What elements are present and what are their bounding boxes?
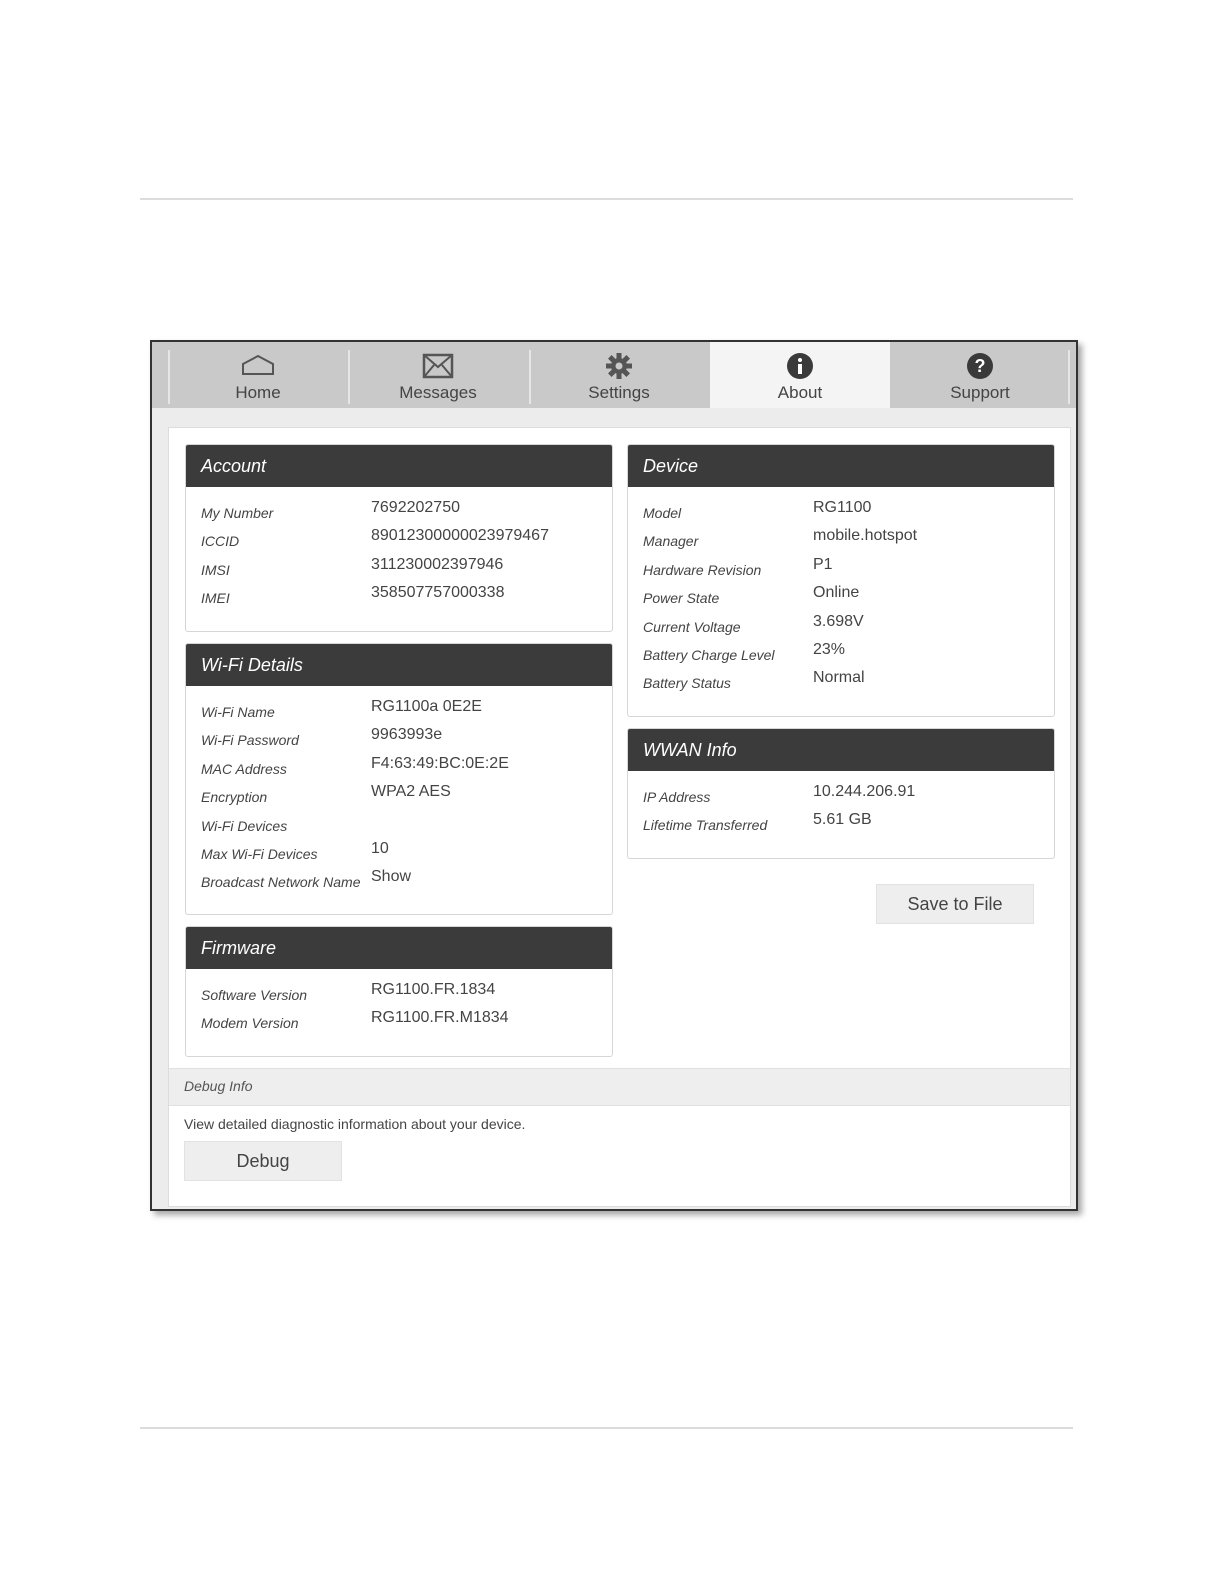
row-value: 10: [371, 839, 389, 857]
row-label: Battery Charge Level: [643, 646, 775, 663]
row-label: Modem Version: [201, 1015, 299, 1032]
row-value: 358507757000338: [371, 584, 505, 602]
device-header: Device: [628, 445, 1054, 487]
wwan-info-panel: [627, 728, 1055, 859]
info-row: [186, 783, 612, 811]
info-row: [628, 499, 1054, 527]
wwan-info-header: WWAN Info: [628, 729, 1054, 771]
row-value: 23%: [813, 640, 846, 658]
gear-icon: [602, 352, 636, 380]
info-row: [186, 755, 612, 783]
info-row: [186, 499, 612, 527]
account-panel: [185, 444, 613, 632]
device-ui-window: [150, 340, 1078, 1211]
save-to-file-button[interactable]: Save to File: [876, 884, 1034, 924]
tab-bar: [152, 342, 1076, 408]
envelope-icon: [421, 352, 455, 380]
row-label: Max Wi-Fi Devices: [201, 845, 318, 862]
row-label: Wi-Fi Devices: [201, 817, 288, 834]
row-value: 10.244.206.91: [813, 783, 916, 800]
tab-about[interactable]: [710, 342, 890, 408]
row-label: IP Address: [643, 789, 711, 805]
info-row: [186, 840, 612, 868]
info-row: [186, 556, 612, 584]
info-row: [186, 698, 612, 726]
info-row: [628, 527, 1054, 555]
info-row: [186, 981, 612, 1009]
row-value: mobile.hotspot: [813, 527, 918, 545]
info-row: [628, 811, 1054, 839]
row-label: Model: [643, 505, 682, 521]
wifi-details-panel: [185, 643, 613, 915]
row-label: MAC Address: [201, 760, 287, 777]
info-row: [628, 641, 1054, 669]
tab-label: Home: [235, 383, 281, 402]
row-label: Software Version: [201, 987, 308, 1003]
row-value: P1: [813, 555, 833, 573]
row-label: IMSI: [201, 561, 230, 578]
tab-label: Support: [950, 383, 1010, 402]
info-row: [628, 556, 1054, 584]
tab-settings[interactable]: [529, 342, 709, 408]
row-value: 311230002397946: [371, 555, 504, 573]
row-value: F4:63:49:BC:0E:2E: [371, 754, 509, 772]
wifi-details-header: Wi-Fi Details: [186, 644, 612, 686]
row-label: Broadcast Network Name: [201, 874, 361, 891]
row-label: ICCID: [201, 533, 240, 550]
row-value: 5.61 GB: [813, 811, 872, 829]
row-value: Show: [371, 868, 412, 886]
row-label: Power State: [643, 590, 720, 607]
device-panel: [627, 444, 1055, 717]
row-value: Normal: [813, 669, 865, 687]
tab-label: About: [777, 383, 823, 402]
row-value: 3.698V: [813, 612, 864, 630]
bottom-divider: [140, 1427, 1073, 1429]
about-content: [168, 427, 1071, 1207]
row-value: 9963993e: [371, 726, 443, 744]
info-row: [628, 584, 1054, 612]
row-value: 89012300000023979467: [371, 527, 549, 545]
row-value: RG1100.FR.1834: [371, 981, 496, 998]
row-value: Online: [813, 584, 860, 602]
row-label: Wi-Fi Password: [201, 732, 299, 749]
row-value: RG1100.FR.M1834: [371, 1009, 509, 1027]
row-label: Hardware Revision: [643, 561, 762, 578]
row-label: Encryption: [201, 789, 268, 806]
debug-button[interactable]: Debug: [184, 1141, 342, 1181]
debug-info-title: Debug Info: [184, 1078, 253, 1094]
svg-text:?: ?: [974, 356, 986, 376]
tab-messages[interactable]: [348, 342, 528, 408]
firmware-panel: [185, 926, 613, 1057]
row-label: My Number: [201, 505, 274, 521]
firmware-header: Firmware: [186, 927, 612, 969]
debug-description: View detailed diagnostic information about your device.: [184, 1116, 526, 1132]
row-value: RG1100: [813, 499, 872, 516]
info-row: [628, 783, 1054, 811]
info-icon: [783, 352, 817, 380]
home-icon: [241, 352, 275, 380]
top-divider: [140, 198, 1073, 200]
info-row: [628, 613, 1054, 641]
question-icon: [963, 352, 997, 380]
row-label: Current Voltage: [643, 618, 741, 635]
tab-support[interactable]: [890, 342, 1070, 408]
row-label: Wi-Fi Name: [201, 704, 275, 720]
row-label: Manager: [643, 533, 699, 550]
row-value: 7692202750: [371, 499, 460, 516]
debug-info-bar: [169, 1068, 1070, 1106]
info-row: [186, 1009, 612, 1037]
tab-home[interactable]: [168, 342, 348, 408]
account-header: Account: [186, 445, 612, 487]
tab-label: Messages: [399, 383, 477, 402]
info-row: [186, 584, 612, 612]
info-row: [628, 669, 1054, 697]
info-row: [186, 726, 612, 754]
row-value: WPA2 AES: [371, 783, 451, 801]
row-label: IMEI: [201, 590, 230, 607]
row-value: RG1100a 0E2E: [371, 698, 482, 715]
row-label: Lifetime Transferred: [643, 817, 768, 834]
row-label: Battery Status: [643, 675, 731, 692]
info-row: [186, 812, 612, 840]
info-row: [186, 527, 612, 555]
info-row: [186, 868, 612, 896]
tab-label: Settings: [588, 383, 650, 402]
